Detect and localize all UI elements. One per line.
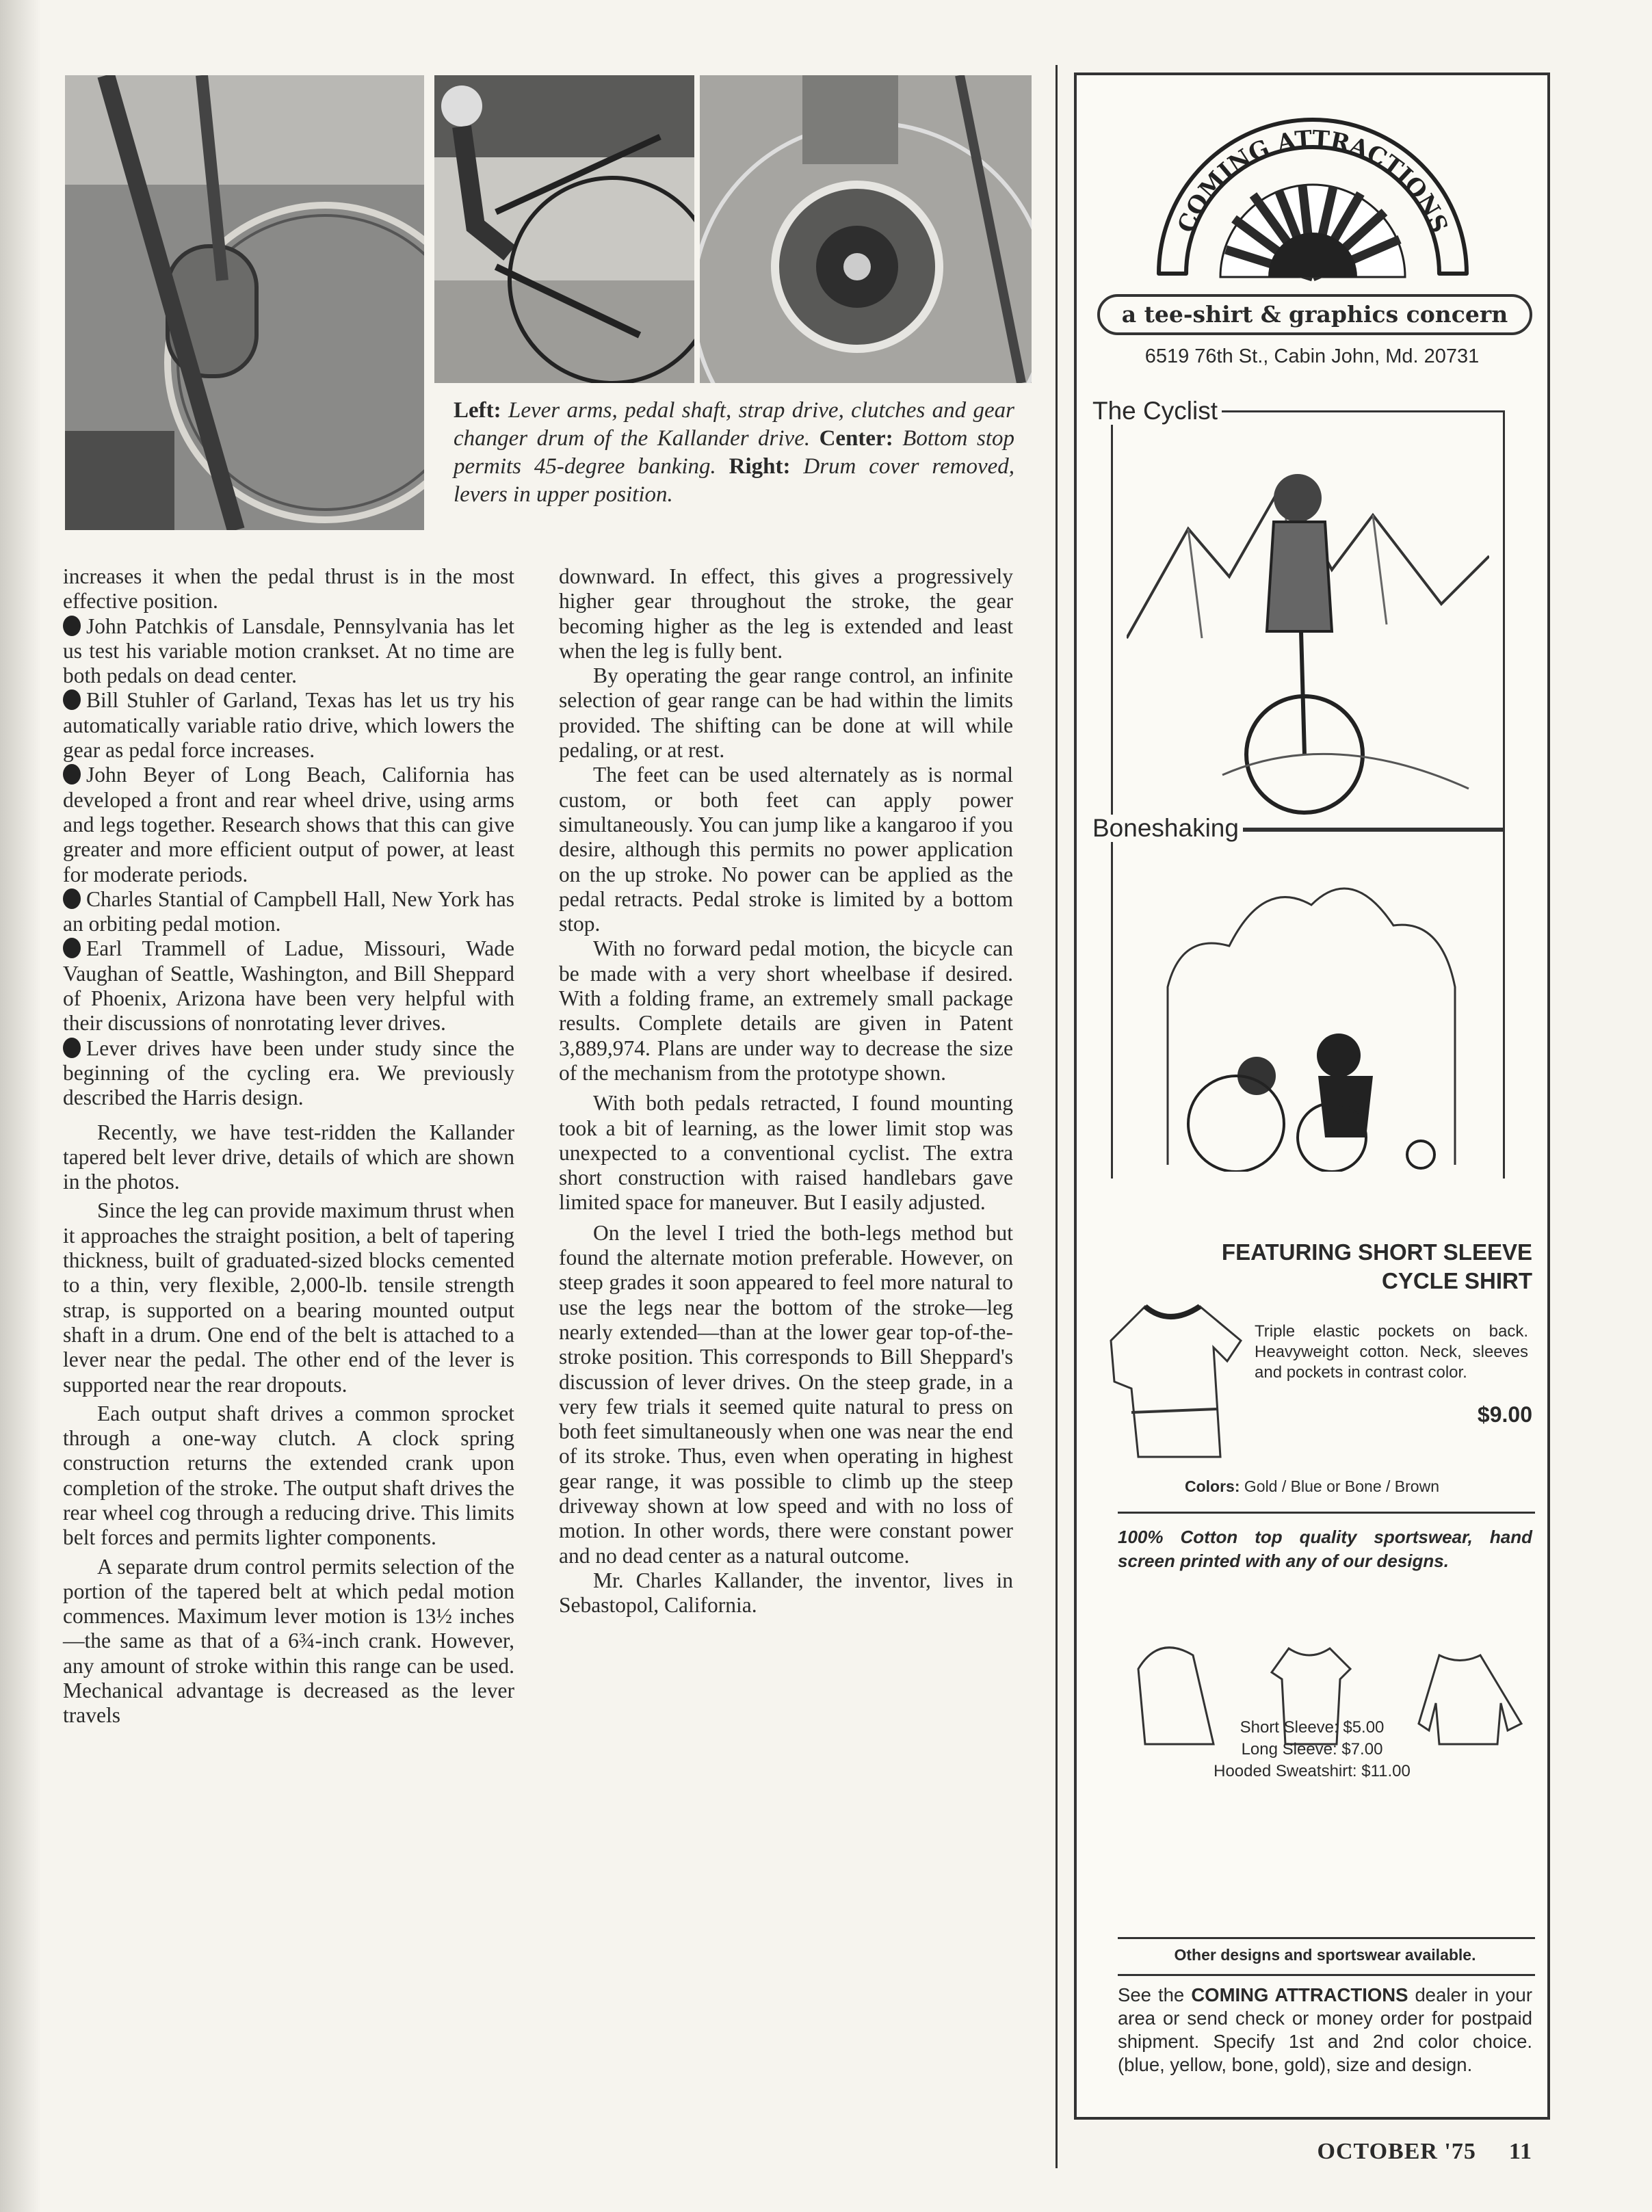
bullet-paragraph: John Beyer of Long Beach, California has developed a front and rear wheel drive, using arms and legs together. Research shows that this can give greater and more efficient output of power, at least for moderate periods. [63,763,514,886]
paragraph: downward. In effect, this gives a progressively higher gear throughout the stroke, the gear becoming higher as the leg is extended and least when the leg is fully bent. [559,564,1013,663]
article-column-2 [559,564,1013,1618]
ordering-instructions: See the COMING ATTRACTIONS dealer in your area or send check or money order for postpaid shipment. Specify 1st and 2nd color choice. (blue, yellow, bone, gold), size and design. [1118,1984,1532,2075]
page-number: 11 [1508,2139,1532,2164]
design-title: The Cyclist [1092,397,1222,425]
ad-address: 6519 76th St., Cabin John, Md. 20731 [1144,345,1480,367]
bullet-paragraph: Lever drives have been under study since the beginning of the cycling era. We previously described the Harris design. [63,1036,514,1110]
penny-farthing-riders-icon [1127,850,1489,1172]
page-footer [1317,2139,1533,2165]
bullet-icon [63,689,81,710]
design-frame-boneshaking [1092,814,1505,1179]
coming-attractions-ad [1074,73,1550,2120]
paragraph: A separate drum control permits selection of the portion of the tapered belt at which pedal motion commences. Maximum lever motion is 13½ inches—the same as that of a 6¾-inch crank. However, any amount of stroke within this range can be used. Mechanical advantage is decreased as the lever travels [63,1554,514,1728]
paragraph: The feet can be used alternately as is normal custom, or both feet can apply power simultaneously. You can jump like a kangaroo if you desire, although this permits no power application on the up stroke. No power can be applied as the pedal retracts. Pedal stroke is limited by a bottom stop. [559,763,1013,936]
bullet-paragraph: John Patchkis of Lansdale, Pennsylvania has let us test his variable motion crankset. At no time are both pedals on dead center. [63,614,514,688]
page-binding-shadow [0,0,41,2212]
caption-label-center: Center: [819,426,893,451]
paragraph: With both pedals retracted, I found mounting took a bit of learning, as the lower limit stop was unexpected to a conventional cyclist. The extra short construction with raised handlebars gave limited space for maneuver. But I easily adjusted. [559,1091,1013,1215]
other-designs-note: Other designs and sportswear available. [1174,1946,1476,1964]
caption-text-center: Bottom stop permits 45-degree banking. [454,426,1015,479]
price-hooded-sweatshirt: Hooded Sweatshirt: $11.00 [1214,1762,1411,1780]
price-list [1077,1717,1547,1782]
quality-statement: 100% Cotton top quality sportswear, hand screen printed with any of our designs. [1118,1527,1532,1571]
cycle-shirt-feature [1077,1300,1547,1471]
cyclist-mountains-icon [1127,433,1489,816]
column-divider [1056,65,1058,2168]
paragraph: On the level I tried the both-legs method but found the alternate motion preferable. However, on steep grades it soon appeared to feel more natural to use the legs near the bottom of the stroke—leg nearly extended—than at the lower gear top-of-the-stroke position. This corresponds to Bill Sheppard's discussion of lever drives. On the steep grade, in a very few trials it seemed quite natural to press on both feet simultaneously when one was near the end of its stroke. Thus, even when operating in highest gear range, it was possible to climb up the steep driveway shown at low speed and with no loss of motion. In other words, there were constant power and no dead center as a natural outcome. [559,1220,1013,1568]
paragraph: With no forward pedal motion, the bicycle can be made with a very short wheelbase if desired. With a folding frame, an extremely small package results. Complete details are given in Patent 3,889,974. Plans are under way to decrease the size of the mechanism from the prototype shown. [559,936,1013,1085]
sunburst-logo-icon [1138,103,1487,294]
ad-tagline: a tee-shirt & graphics concern [1097,294,1532,335]
bullet-icon [63,764,81,785]
photo-caption [454,397,1014,509]
caption-label-left: Left: [454,398,501,423]
divider [1118,1974,1535,1976]
bullet-icon [63,888,81,909]
feature-title: FEATURING SHORT SLEEVE CYCLE SHIRT [1221,1239,1532,1293]
divider [1118,1512,1535,1514]
photo-rider-banking [434,75,694,383]
caption-label-right: Right: [729,454,791,479]
paragraph: Each output shaft drives a common sprocket through a one-way clutch. A clock spring construction returns the extended crank upon completion of the stroke. The output shaft drives the rear wheel cog through a reducing drive. This limits belt forces and permits lighter components. [63,1401,514,1550]
logo-text: COMING ATTRACTIONS [1172,125,1454,237]
paragraph: Since the leg can provide maximum thrust when it approaches the straight position, a belt of tapering thickness, built of graduated-sized blocks cemented to a thin, very flexible, 2,000-lb. tensile strength strap, is supported on a bearing mounted output shaft in a drum. One end of the belt is attached to a lever near the pedal. The other end of the lever is supported near the rear dropouts. [63,1198,514,1397]
cycle-shirt-icon [1104,1300,1255,1464]
caption-text-right: Drum cover removed, levers in upper position. [454,454,1015,507]
paragraph: By operating the gear range control, an infinite selection of gear range can be had within the limits provided. The shifting can be done at will while pedaling, or at rest. [559,663,1013,763]
article-column-1 [63,564,514,1728]
paragraph: increases it when the pedal thrust is in the most effective position. [63,564,514,614]
photo-drum-cover-removed [700,75,1032,383]
issue-date: OCTOBER '75 [1317,2139,1476,2164]
paragraph: Recently, we have test-ridden the Kallander tapered belt lever drive, details of which are shown in the photos. [63,1120,514,1194]
feature-price: $9.00 [1477,1402,1532,1427]
bullet-icon [63,1038,81,1058]
bullet-icon [63,616,81,636]
bullet-paragraph: Earl Trammell of Ladue, Missouri, Wade Vaughan of Seattle, Washington, and Bill Sheppard of Phoenix, Arizona have been very helpful with their discussions of nonrotating lever drives. [63,936,514,1036]
price-long-sleeve: Long Sleeve: $7.00 [1241,1740,1383,1759]
bullet-paragraph: Charles Stantial of Campbell Hall, New York has an orbiting pedal motion. [63,886,514,936]
price-short-sleeve: Short Sleeve: $5.00 [1240,1718,1385,1737]
caption-text-left: Lever arms, pedal shaft, strap drive, clutches and gear changer drum of the Kallander drive. [454,398,1014,451]
bullet-icon [63,938,81,958]
color-options: Colors: Gold / Blue or Bone / Brown [1185,1477,1439,1495]
design-title: Boneshaking [1092,815,1243,842]
divider [1118,1937,1535,1939]
bullet-paragraph: Bill Stuhler of Garland, Texas has let us try his automatically variable ratio drive, which lowers the gear as pedal force increases. [63,688,514,763]
feature-description: Triple elastic pockets on back. Heavyweight cotton. Neck, sleeves and pockets in contrast color. [1255,1322,1528,1382]
photo-lever-arms [65,75,424,530]
paragraph: Mr. Charles Kallander, the inventor, lives in Sebastopol, California. [559,1568,1013,1618]
design-frame-cyclist [1092,397,1505,832]
